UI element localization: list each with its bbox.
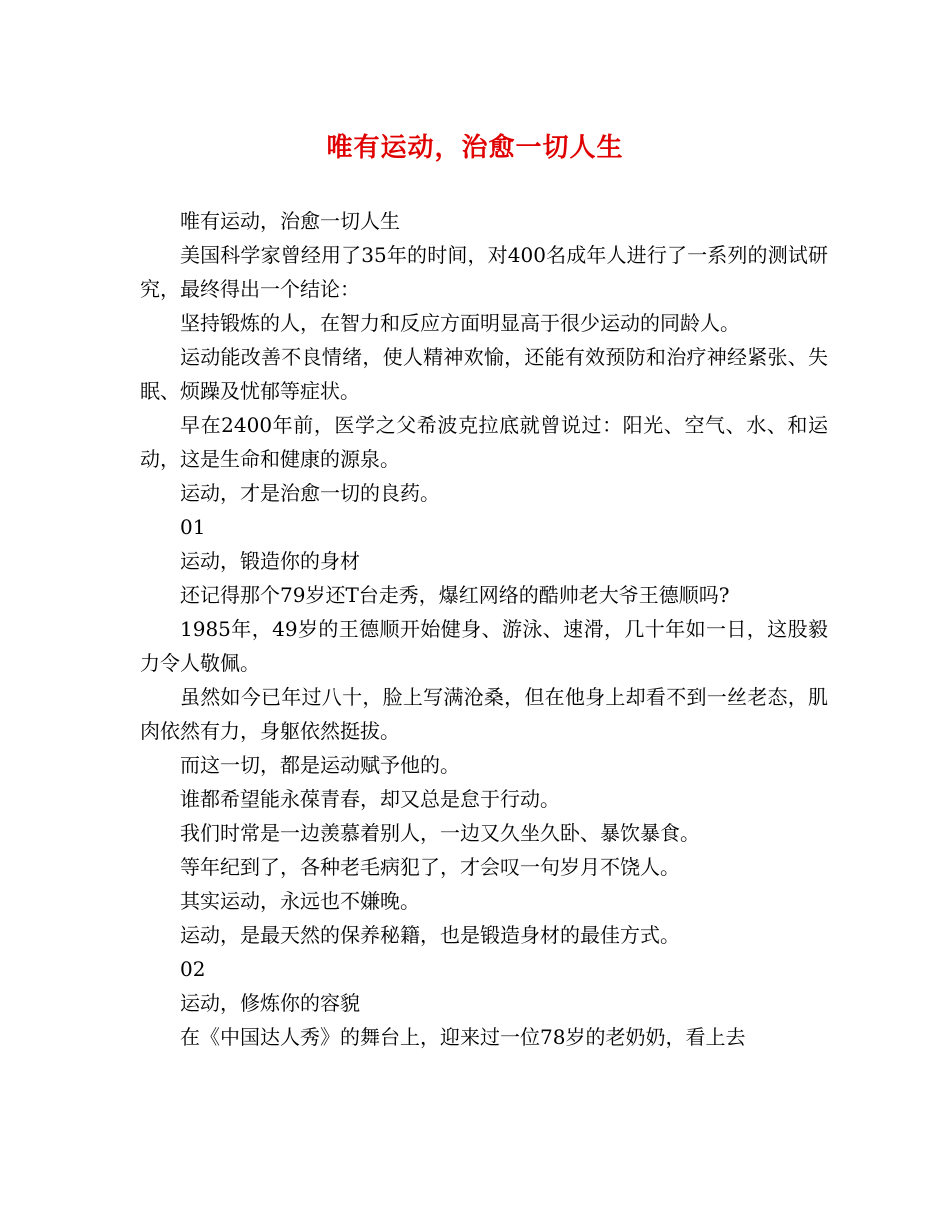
paragraph: 我们时常是一边羡慕着别人，一边又久坐久卧、暴饮暴食。 <box>180 821 700 845</box>
document-title: 唯有运动，治愈一切人生 <box>326 133 624 163</box>
paragraph: 运动，才是治愈一切的良药。 <box>180 481 440 505</box>
section-number: 01 <box>180 515 206 539</box>
paragraph: 唯有运动，治愈一切人生 <box>180 209 400 233</box>
paragraph: 还记得那个79岁还T台走秀，爆红网络的酷帅老大爷王德顺吗? <box>180 583 730 607</box>
paragraph: 等年纪到了，各种老毛病犯了，才会叹一句岁月不饶人。 <box>180 855 680 879</box>
paragraph: 谁都希望能永葆青春，却又总是怠于行动。 <box>180 787 560 811</box>
paragraph: 美国科学家曾经用了35年的时间，对400名成年人进行了一系列的测试研究，最终得出一个结论： <box>140 243 828 301</box>
paragraph: 虽然如今已年过八十，脸上写满沧桑，但在他身上却看不到一丝老态，肌肉依然有力，身躯依然挺拔。 <box>140 685 828 743</box>
paragraph: 坚持锻炼的人，在智力和反应方面明显高于很少运动的同龄人。 <box>180 311 740 335</box>
section-heading: 运动，修炼你的容貌 <box>180 991 360 1015</box>
paragraph: 运动，是最天然的保养秘籍，也是锻造身材的最佳方式。 <box>180 923 680 947</box>
section-heading: 运动，锻造你的身材 <box>180 549 360 573</box>
paragraph: 1985年，49岁的王德顺开始健身、游泳、速滑，几十年如一日，这股毅力令人敬佩。 <box>140 617 828 675</box>
section-number: 02 <box>180 957 206 981</box>
paragraph: 其实运动，永远也不嫌晚。 <box>180 889 420 913</box>
paragraph: 而这一切，都是运动赋予他的。 <box>180 753 460 777</box>
paragraph: 早在2400年前，医学之父希波克拉底就曾说过：阳光、空气、水、和运动，这是生命和健康的源泉。 <box>140 413 828 471</box>
paragraph: 在《中国达人秀》的舞台上，迎来过一位78岁的老奶奶，看上去 <box>180 1025 746 1049</box>
document-body <box>140 204 828 1054</box>
paragraph: 运动能改善不良情绪，使人精神欢愉，还能有效预防和治疗神经紧张、失眠、烦躁及忧郁等症状。 <box>140 345 828 403</box>
